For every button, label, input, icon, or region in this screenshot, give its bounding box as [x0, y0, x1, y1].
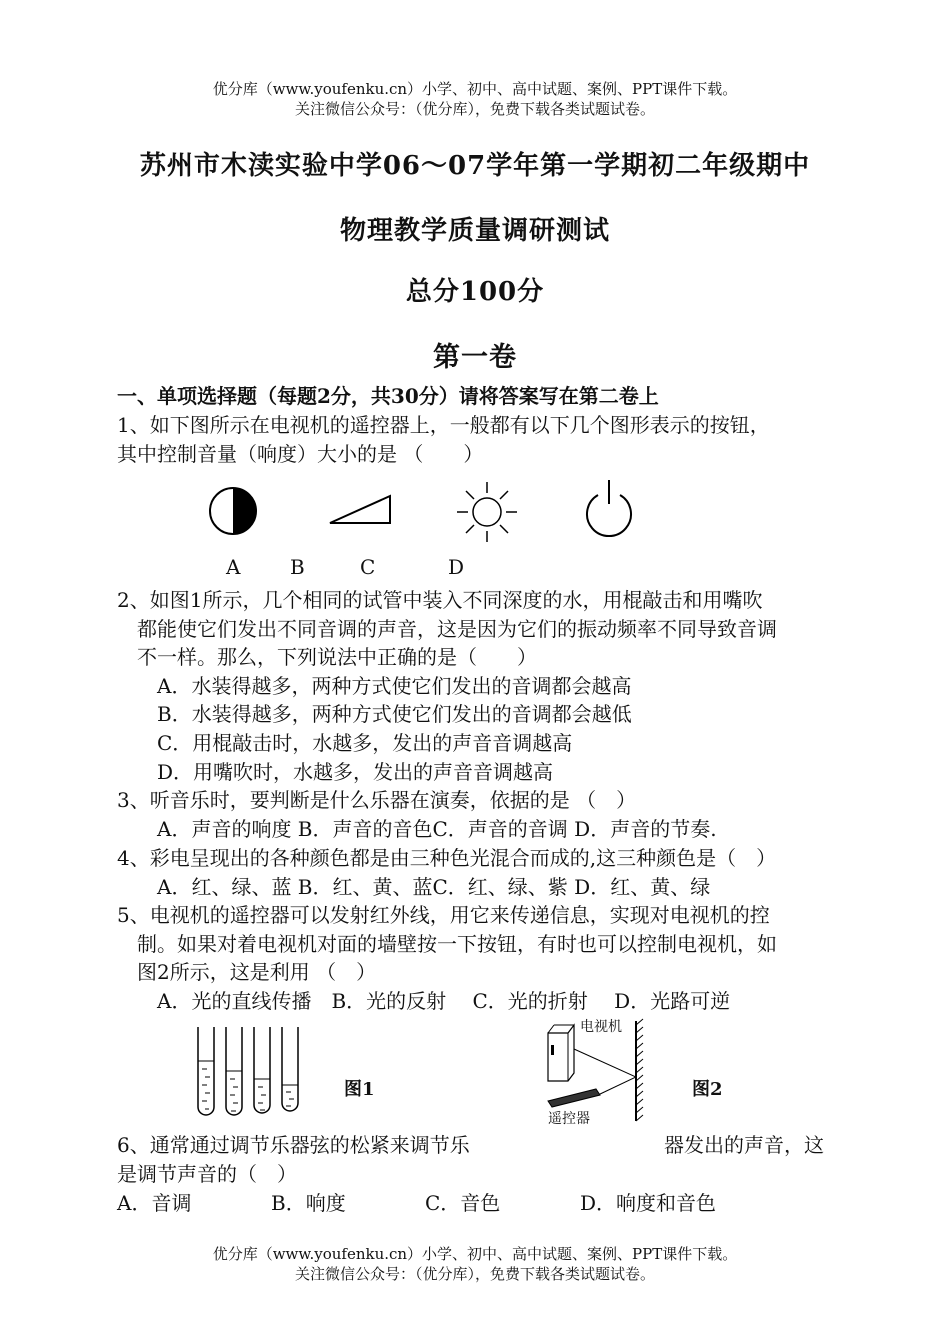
- q6-line-1b: 器发出的声音，这: [664, 1133, 824, 1157]
- q3-line-1: 3、听音乐时，要判断是什么乐器在演奏，依据的是 （ ）: [117, 788, 637, 812]
- q1-label-b: B: [290, 555, 305, 579]
- half-circle-icon: [208, 486, 258, 536]
- header-line-1: 优分库（www.youfenku.cn）小学、初中、高中试题、案例、PPT课件下载。: [212, 80, 738, 98]
- q2-option-d: D．用嘴吹时，水越多，发出的声音音调越高: [157, 760, 554, 784]
- q3-options: A．声音的响度 B．声音的音色C．声音的音调 D．声音的节奏.: [157, 817, 717, 841]
- q2-line-2: 都能使它们发出不同音调的声音，这是因为它们的振动频率不同导致音调: [137, 617, 777, 641]
- q1-label-d: D: [448, 555, 465, 579]
- q4-line-1: 4、彩电呈现出的各种颜色都是由三种色光混合而成的,这三种颜色是（ ）: [117, 846, 777, 870]
- title-line-1: 苏州市木渎实验中学06～07学年第一学期初二年级期中: [139, 151, 811, 181]
- volume-title: 第一卷: [433, 342, 517, 373]
- q2-option-c: C．用棍敲击时，水越多，发出的声音音调越高: [157, 731, 573, 755]
- q2-line-3: 不一样。那么，下列说法中正确的是（ ）: [137, 645, 537, 669]
- q5-line-1: 5、电视机的遥控器可以发射红外线，用它来传递信息，实现对电视机的控: [117, 903, 770, 927]
- q6-option-b: B．响度: [271, 1191, 346, 1215]
- q6-option-a: A．音调: [117, 1191, 192, 1215]
- header-line-2: 关注微信公众号：（优分库），免费下载各类试题试卷。: [294, 100, 655, 118]
- footer-line-1: 优分库（www.youfenku.cn）小学、初中、高中试题、案例、PPT课件下载。: [212, 1245, 738, 1263]
- tv-label: 电视机: [580, 1019, 622, 1035]
- figure-1-label: 图1: [344, 1079, 375, 1100]
- test-tubes-figure: [195, 1025, 310, 1120]
- q1-label-a: A: [226, 555, 241, 579]
- remote-label: 遥控器: [548, 1111, 590, 1127]
- q1-line-2: 其中控制音量（响度）大小的是 （ ）: [117, 442, 484, 466]
- q1-label-c: C: [360, 555, 376, 579]
- q6-option-c: C．音色: [425, 1191, 501, 1215]
- q1-line-1: 1、如下图所示在电视机的遥控器上，一般都有以下几个图形表示的按钮，: [117, 413, 770, 437]
- q2-line-1: 2、如图1所示，几个相同的试管中装入不同深度的水，用棍敲击和用嘴吹: [117, 588, 763, 612]
- q5-options: A．光的直线传播 B．光的反射 C．光的折射 D．光路可逆: [157, 989, 731, 1013]
- q5-line-2: 制。如果对着电视机对面的墙壁按一下按钮，有时也可以控制电视机，如: [137, 932, 777, 956]
- footer-line-2: 关注微信公众号：（优分库），免费下载各类试题试卷。: [294, 1265, 655, 1283]
- q2-option-a: A．水装得越多，两种方式使它们发出的音调都会越高: [157, 674, 632, 698]
- total-score: 总分100分: [405, 277, 545, 307]
- section-heading: 一、单项选择题（每题2分，共30分）请将答案写在第二卷上: [117, 384, 659, 408]
- title-line-2: 物理教学质量调研测试: [339, 216, 610, 246]
- q4-options: A．红、绿、蓝 B．红、黄、蓝C．红、绿、紫 D．红、黄、绿: [157, 875, 711, 899]
- q6-line-2: 是调节声音的（ ）: [117, 1162, 297, 1186]
- q5-line-3: 图2所示，这是利用 （ ）: [137, 960, 377, 984]
- q6-line-1a: 6、通常通过调节乐器弦的松紧来调节乐: [117, 1133, 470, 1157]
- power-icon: [583, 478, 635, 538]
- q6-option-d: D．响度和音色: [580, 1191, 717, 1215]
- q2-option-b: B．水装得越多，两种方式使它们发出的音调都会越低: [157, 702, 632, 726]
- volume-wedge-icon: [328, 494, 392, 526]
- figure-2-label: 图2: [692, 1079, 723, 1100]
- sun-brightness-icon: [455, 480, 519, 544]
